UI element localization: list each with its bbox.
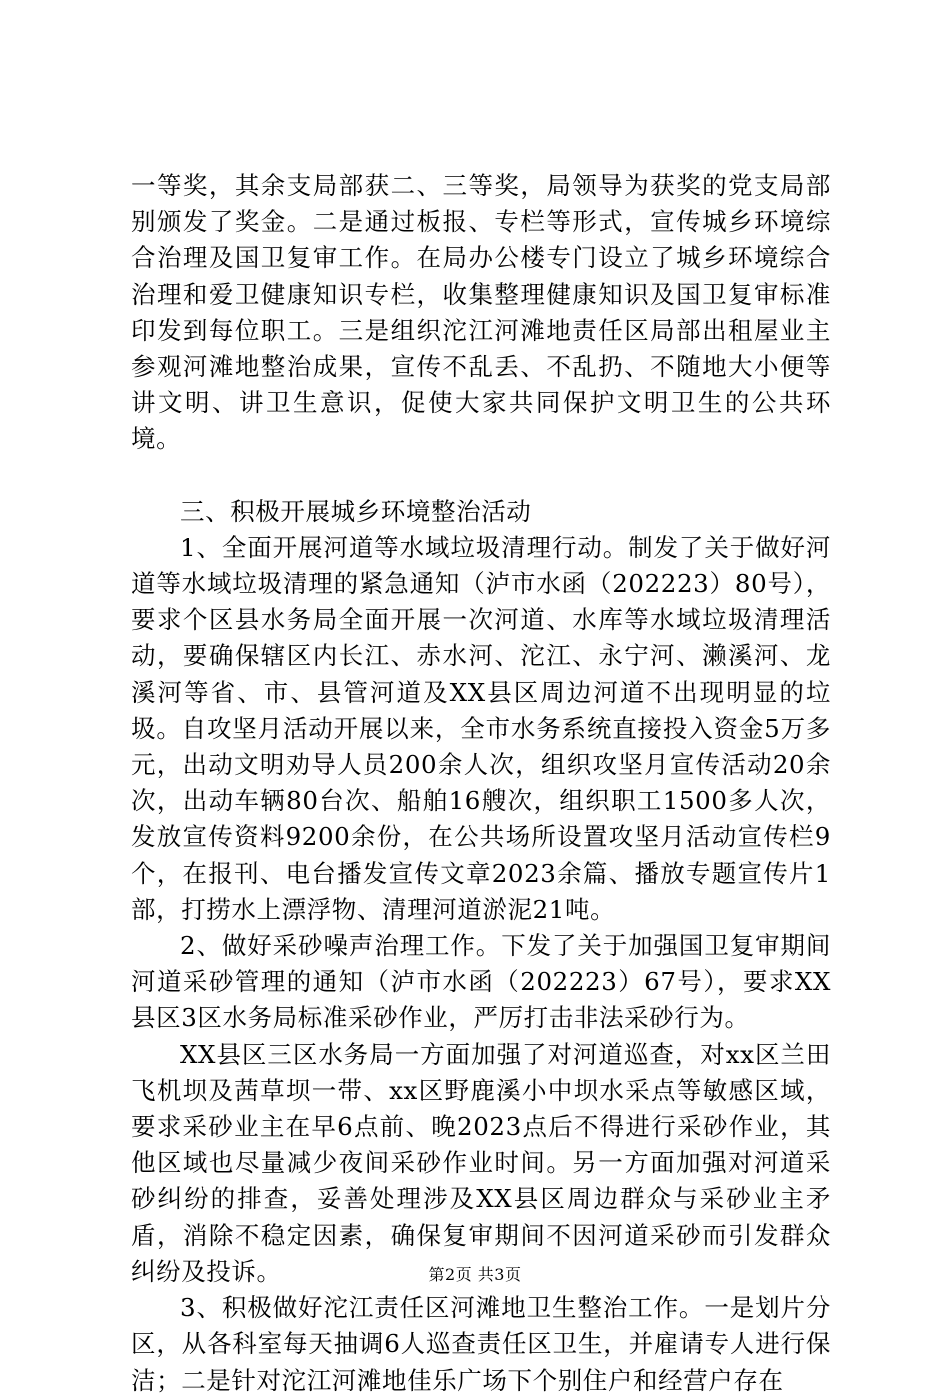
paragraph-river-patrol: XX县区三区水务局一方面加强了对河道巡查，对xx区兰田飞机坝及茜草坝一带、xx区野鹿溪小中坝水采点等敏感区域，要求采砂业主在早6点前、晚2023点后不得进行采砂作业，其他区域也尽量减少夜间采砂作业时间。另一方面加强对河道采砂纠纷的排查，妥善处理涉及XX县区周边群众与采砂业主矛盾，消除不稳定因素，确保复审期间不因河道采砂而引发群众纠纷及投诉。: [131, 1039, 831, 1286]
page-number-footer: 第2页 共3页: [428, 1265, 522, 1284]
paragraph-water-cleanup: 1、全面开展河道等水域垃圾清理行动。制发了关于做好河道等水域垃圾清理的紧急通知（泸市水函（202223）80号），要求个区县水务局全面开展一次河道、水库等水域垃圾清理活动，要确保辖区内长江、赤水河、沱江、永宁河、濑溪河、龙溪河等省、市、县管河道及XX县区周边河道不出现明显的垃圾。自攻坚月活动开展以来，全市水务系统直接投入资金5万多元，出动文明劝导人员200余人次，组织攻坚月宣传活动20余次，出动车辆80台次、船舶16艘次，组织职工1500多人次，发放宣传资料9200余份，在公共场所设置攻坚月活动宣传栏9个，在报刊、电台播发宣传文章2023余篇、播放专题宣传片1部，打捞水上漂浮物、清理河道淤泥21吨。: [131, 532, 831, 924]
paragraph-continuation: 一等奖，其余支局部获二、三等奖，局领导为获奖的党支局部别颁发了奖金。二是通过板报、专栏等形式，宣传城乡环境综合治理及国卫复审工作。在局办公楼专门设立了城乡环境综合治理和爱卫健康知识专栏，收集整理健康知识及国卫复审标准印发到每位职工。三是组织沱江河滩地责任区局部出租屋业主参观河滩地整治成果，宣传不乱丢、不乱扔、不随地大小便等讲文明、讲卫生意识，促使大家共同保护文明卫生的公共环境。: [131, 171, 831, 454]
paragraph-riverbank-sanitation: 3、积极做好沱江责任区河滩地卫生整治工作。一是划片分区，从各科室每天抽调6人巡查责任区卫生，并雇请专人进行保洁；二是针对沱江河滩地佳乐广场下个别住户和经营户存在: [131, 1293, 831, 1395]
paragraph-sand-noise: 2、做好采砂噪声治理工作。下发了关于加强国卫复审期间河道采砂管理的通知（泸市水函（202223）67号），要求XX县区3区水务局标准采砂作业，严厉打击非法采砂行为。: [131, 931, 831, 1033]
paragraph-spacer: [131, 458, 831, 494]
document-body: [131, 168, 831, 1399]
section-heading: 三、积极开展城乡环境整治活动: [180, 496, 532, 526]
